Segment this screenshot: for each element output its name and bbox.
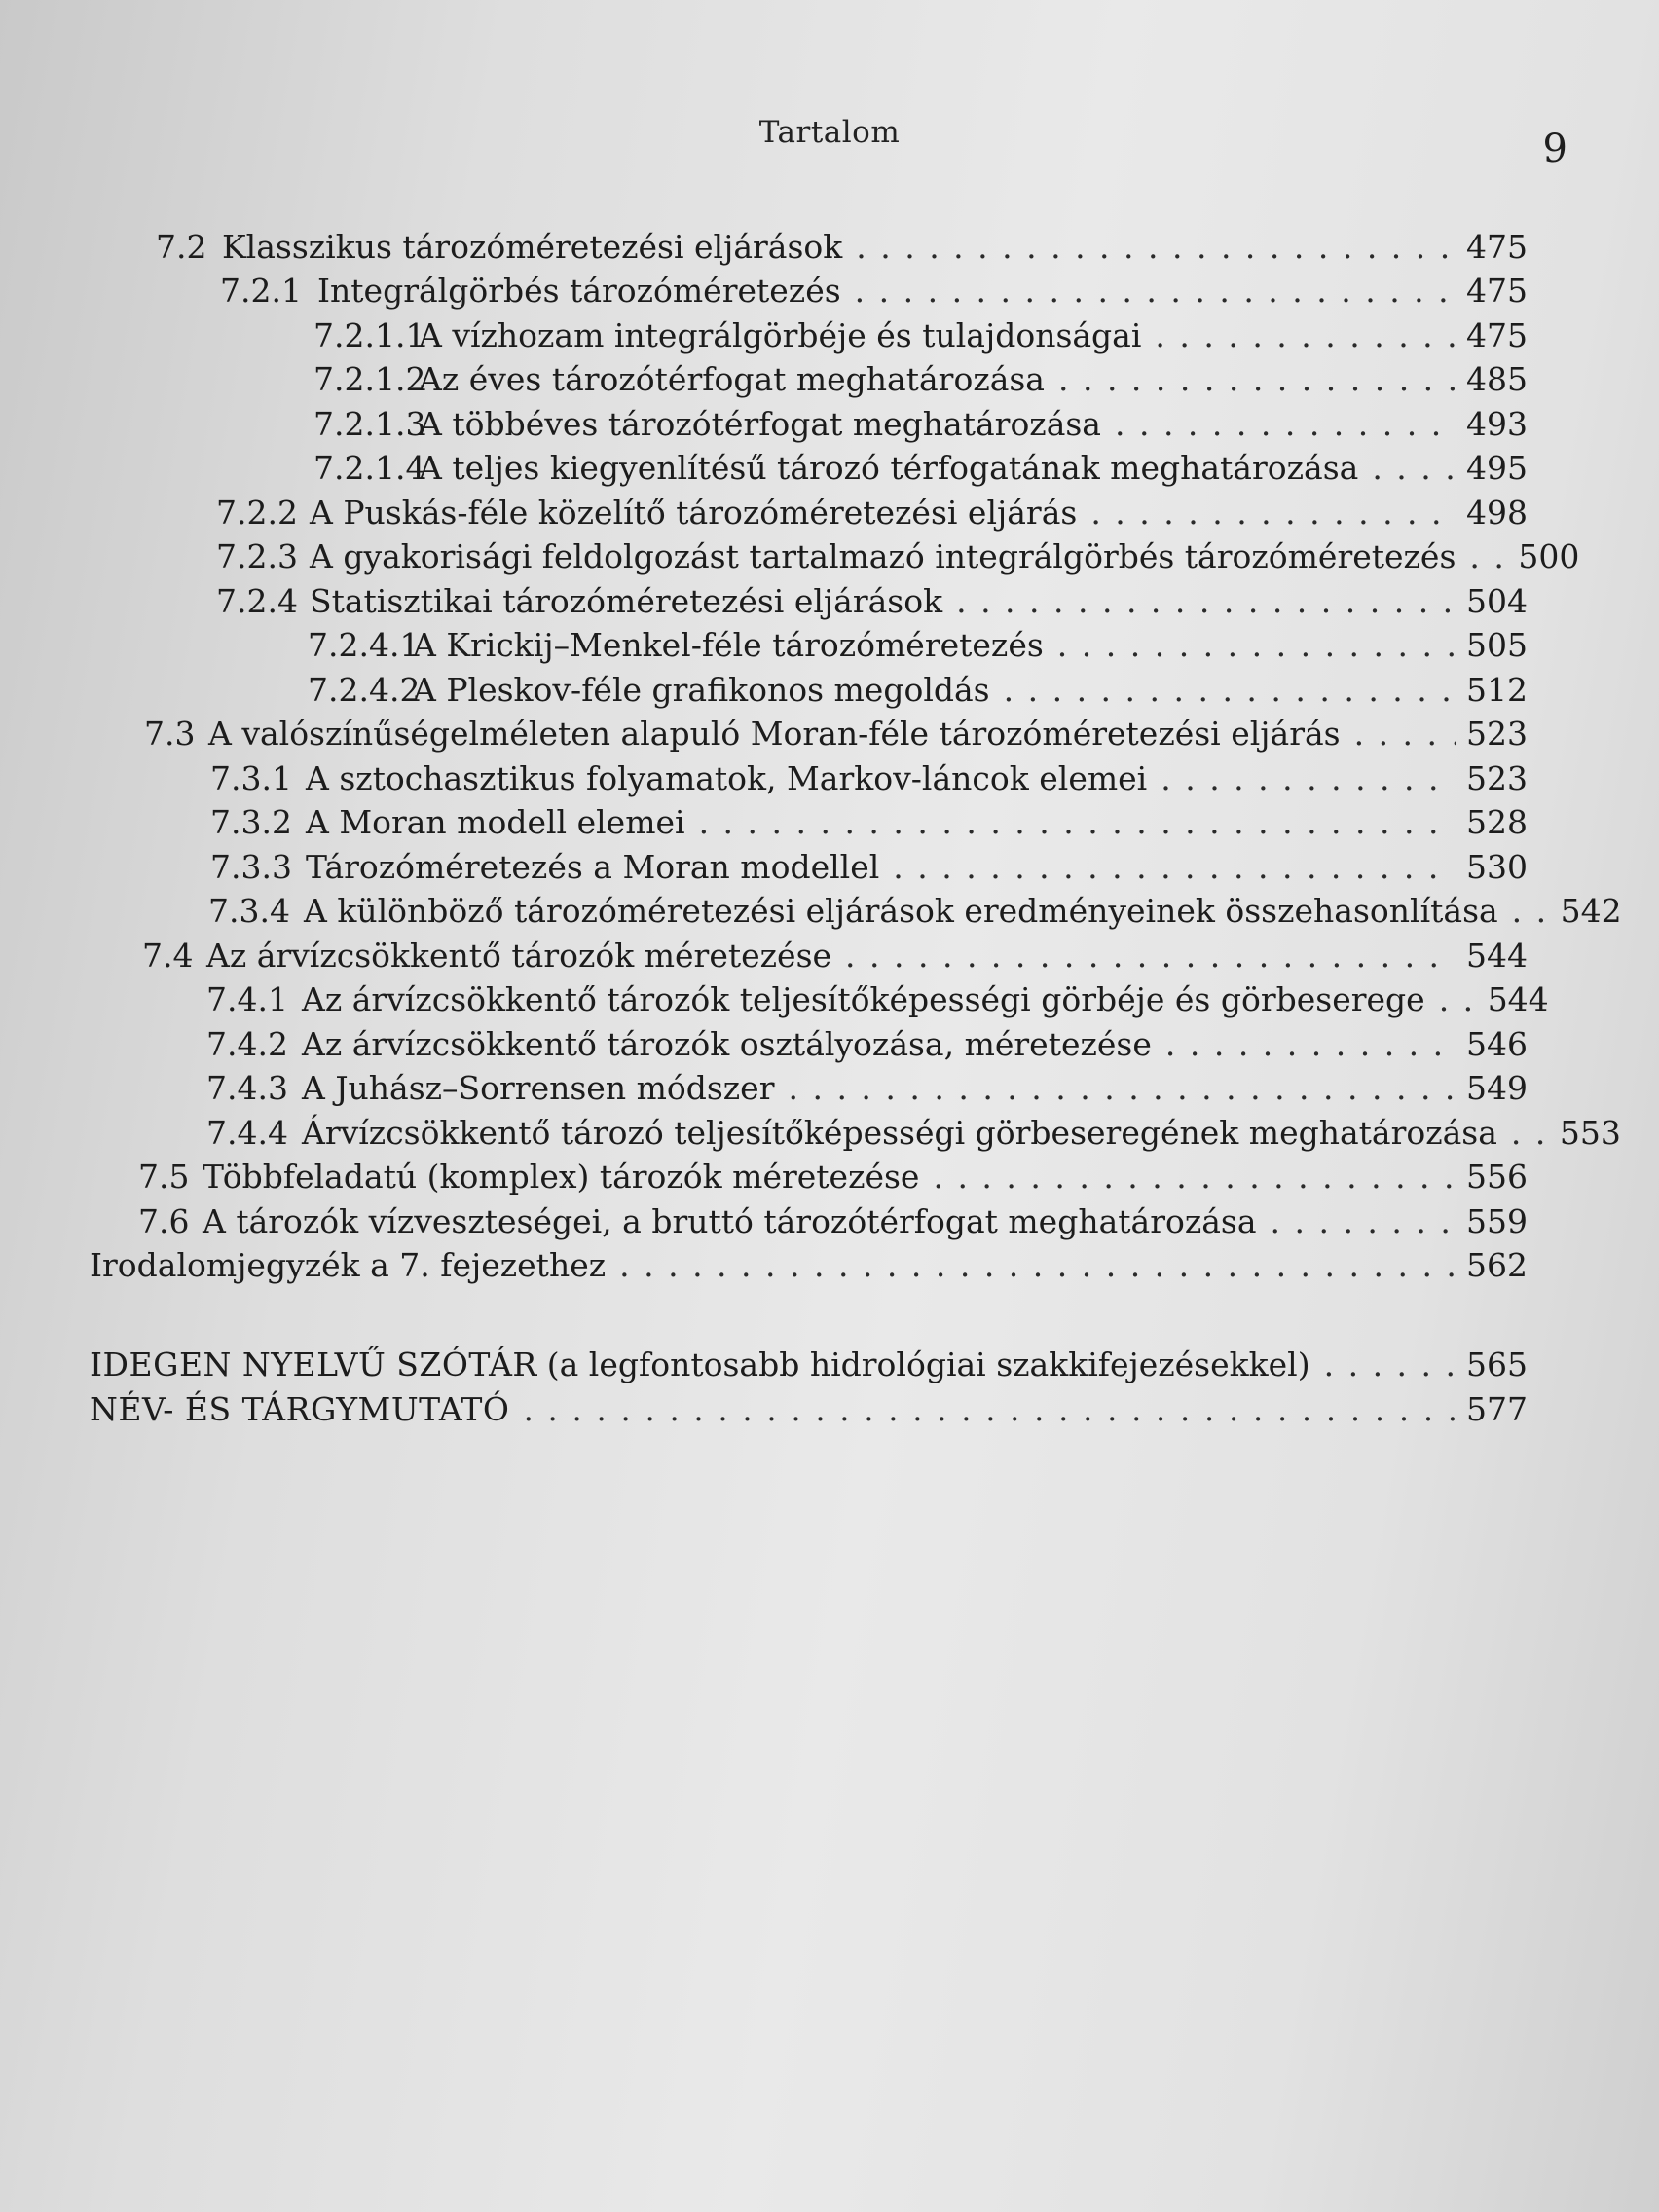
dot-leader [893, 848, 1456, 886]
toc-entry [220, 272, 1527, 316]
toc-entry-title: A tározók vízveszteségei, a bruttó tározótérfogat meghatározása [203, 1202, 1257, 1240]
toc-entry-title: Árvízcsökkentő tározó teljesítőképességi görbeseregének meghatározása [302, 1114, 1497, 1152]
toc-entry-title: Az éves tározótérfogat meghatározása [419, 360, 1045, 398]
toc-entry-title: A teljes kiegyenlítésű tározó térfogatának meghatározása [419, 449, 1359, 487]
toc-entry-number: 7.3.1 [210, 759, 292, 797]
dot-leader [845, 937, 1456, 975]
toc-entry-number: 7.2.2 [216, 494, 298, 532]
toc-entry [206, 980, 1549, 1025]
toc-entry-title: A Juhász–Sorrensen módszer [302, 1069, 775, 1107]
toc-entry [313, 405, 1527, 450]
toc-entry-title: Az árvízcsökkentő tározók méretezése [206, 937, 832, 975]
toc-entry-page: 528 [1466, 803, 1528, 841]
toc-entry-page: 500 [1518, 537, 1580, 575]
toc-entry-number: 7.3 [144, 715, 196, 753]
toc-entry [308, 626, 1527, 671]
toc-entry [210, 759, 1527, 804]
toc-entry-page: 523 [1466, 715, 1528, 753]
toc-entry-page: 505 [1466, 626, 1528, 664]
dot-leader [699, 803, 1456, 841]
dot-leader [1354, 715, 1456, 753]
toc-entry-title: A különböző tározóméretezési eljárások eredményeinek összehasonlítása [304, 892, 1498, 930]
back-matter-title: IDEGEN NYELVŰ SZÓTÁR [90, 1346, 537, 1383]
dot-leader [1004, 671, 1456, 709]
toc-entry-number: 7.2.1.2 [313, 360, 426, 398]
toc-entry-number: 7.2.3 [216, 537, 298, 575]
dot-leader [1115, 405, 1456, 443]
toc-entry-title: Tározóméretezés a Moran modellel [306, 848, 880, 886]
toc-entry [216, 582, 1527, 627]
toc-entry-page: 544 [1466, 937, 1528, 975]
toc-entry-page: 553 [1559, 1114, 1621, 1152]
toc-entry [206, 1025, 1527, 1070]
toc-entry [144, 715, 1527, 759]
toc-entry-number: 7.2.1.1 [313, 316, 426, 354]
toc-entry-page: 475 [1466, 316, 1528, 354]
toc-entry [210, 848, 1527, 893]
toc-entry-number: 7.2.4 [216, 582, 298, 620]
back-matter-subtitle: (a legfontosabb hidrológiai szakkifejezésekkel) [546, 1346, 1310, 1383]
toc-entry [206, 1114, 1621, 1159]
toc-entry-number: 7.5 [138, 1158, 190, 1196]
toc-entry-title: Az árvízcsökkentő tározók osztályozása, méretezése [302, 1025, 1152, 1063]
toc-entry-title: A sztochasztikus folyamatok, Markov-láncok elemei [306, 759, 1148, 797]
toc-entry-title: Többfeladatú (komplex) tározók méretezése [203, 1158, 920, 1196]
toc-entry [216, 537, 1580, 582]
toc-entry [156, 228, 1527, 273]
toc-entry-number: 7.4.1 [206, 980, 288, 1018]
dot-leader [1372, 449, 1456, 487]
dot-leader [1511, 1114, 1550, 1152]
toc-entry [138, 1158, 1527, 1202]
toc-entry-page: 559 [1466, 1202, 1528, 1240]
dot-leader [619, 1246, 1456, 1284]
toc-entry-number: 7.4 [142, 937, 194, 975]
toc-entry-page: 556 [1466, 1158, 1528, 1196]
toc-entry [206, 1069, 1527, 1114]
back-matter-title: NÉV- ÉS TÁRGYMUTATÓ [90, 1390, 510, 1428]
toc-entry [308, 671, 1527, 716]
dot-leader [1161, 759, 1456, 797]
toc-entry [138, 1202, 1527, 1247]
toc-entry-number: 7.2 [156, 228, 207, 266]
dot-leader [1090, 494, 1456, 532]
dot-leader [1469, 537, 1508, 575]
toc-entry [313, 316, 1527, 361]
dot-leader [1271, 1202, 1456, 1240]
toc-entry-page: 523 [1466, 759, 1528, 797]
toc-entry-title: A Moran modell elemei [306, 803, 685, 841]
toc-entry-title: Az árvízcsökkentő tározók teljesítőképességi görbéje és görbeserege [302, 980, 1425, 1018]
toc-entry-page: 542 [1560, 892, 1622, 930]
dot-leader [788, 1069, 1456, 1107]
toc-entry-number: 7.2.1.4 [313, 449, 426, 487]
toc-entry-page: 530 [1466, 848, 1528, 886]
back-matter-page: 577 [1466, 1390, 1528, 1428]
page-number: 9 [1542, 127, 1567, 171]
toc-entry-title: Statisztikai tározóméretezési eljárások [310, 582, 943, 620]
running-head: Tartalom [758, 115, 901, 150]
back-matter-entry [90, 1390, 1527, 1435]
toc-entry-number: 7.2.1 [220, 272, 302, 310]
toc-entry-title: A vízhozam integrálgörbéje és tulajdonságai [419, 316, 1142, 354]
toc-entry-title: A valószínűségelméleten alapuló Moran-féle tározóméretezési eljárás [208, 715, 1341, 753]
toc-entry-number: 7.2.1.3 [313, 405, 426, 443]
dot-leader [1512, 892, 1551, 930]
dot-leader [1324, 1346, 1456, 1383]
toc-entry-page: 562 [1466, 1246, 1528, 1284]
dot-leader [933, 1158, 1456, 1196]
toc-entry-title: A Pleskov-féle grafikonos megoldás [413, 671, 990, 709]
dot-leader [856, 228, 1456, 266]
toc-entry-number: 7.4.2 [206, 1025, 288, 1063]
toc-entry-number: 7.3.2 [210, 803, 292, 841]
toc-entry-number: 7.3.3 [210, 848, 292, 886]
toc-entry-page: 546 [1466, 1025, 1528, 1063]
toc-entry [208, 892, 1622, 937]
toc-entry-page: 475 [1466, 272, 1528, 310]
toc-entry-page: 493 [1466, 405, 1528, 443]
dot-leader [523, 1390, 1456, 1428]
toc-entry-page: 495 [1466, 449, 1528, 487]
toc-entry [313, 360, 1527, 405]
toc-entry-page: 504 [1466, 582, 1528, 620]
toc-entry-title: A gyakorisági feldolgozást tartalmazó integrálgörbés tározóméretezés [310, 537, 1456, 575]
back-matter-entry [90, 1346, 1527, 1390]
toc-entry [313, 449, 1527, 494]
toc-entry [216, 494, 1527, 538]
toc-entry [90, 1246, 1527, 1291]
toc-entry-number: 7.6 [138, 1202, 190, 1240]
toc-entry-number: 7.3.4 [208, 892, 290, 930]
dot-leader [1155, 316, 1456, 354]
toc-entry [210, 803, 1527, 848]
toc-entry-title: Integrálgörbés tározóméretezés [317, 272, 841, 310]
toc-entry [142, 937, 1527, 981]
toc-entry-page: 475 [1466, 228, 1528, 266]
dot-leader [956, 582, 1456, 620]
toc-entry-title: A Krickij–Menkel-féle tározóméretezés [413, 626, 1044, 664]
dot-leader [1058, 360, 1456, 398]
toc-entry-title: A Puskás-féle közelítő tározóméretezési eljárás [310, 494, 1078, 532]
toc-entry-page: 498 [1466, 494, 1528, 532]
dot-leader [855, 272, 1456, 310]
dot-leader [1439, 980, 1478, 1018]
toc-entry-page: 485 [1466, 360, 1528, 398]
toc-entry-page: 544 [1487, 980, 1549, 1018]
toc-entry-number: 7.2.4.2 [308, 671, 421, 709]
toc-entry-title: Klasszikus tározóméretezési eljárások [222, 228, 843, 266]
toc-entry-number: 7.4.4 [206, 1114, 288, 1152]
toc-entry-page: 549 [1466, 1069, 1528, 1107]
toc-entry-number: 7.2.4.1 [308, 626, 421, 664]
dot-leader [1057, 626, 1456, 664]
toc-entry-page: 512 [1466, 671, 1528, 709]
toc-entry-title: A többéves tározótérfogat meghatározása [419, 405, 1101, 443]
back-matter-page: 565 [1466, 1346, 1528, 1383]
toc-entry-title: Irodalomjegyzék a 7. fejezethez [90, 1246, 607, 1284]
toc-entry-number: 7.4.3 [206, 1069, 288, 1107]
dot-leader [1165, 1025, 1456, 1063]
